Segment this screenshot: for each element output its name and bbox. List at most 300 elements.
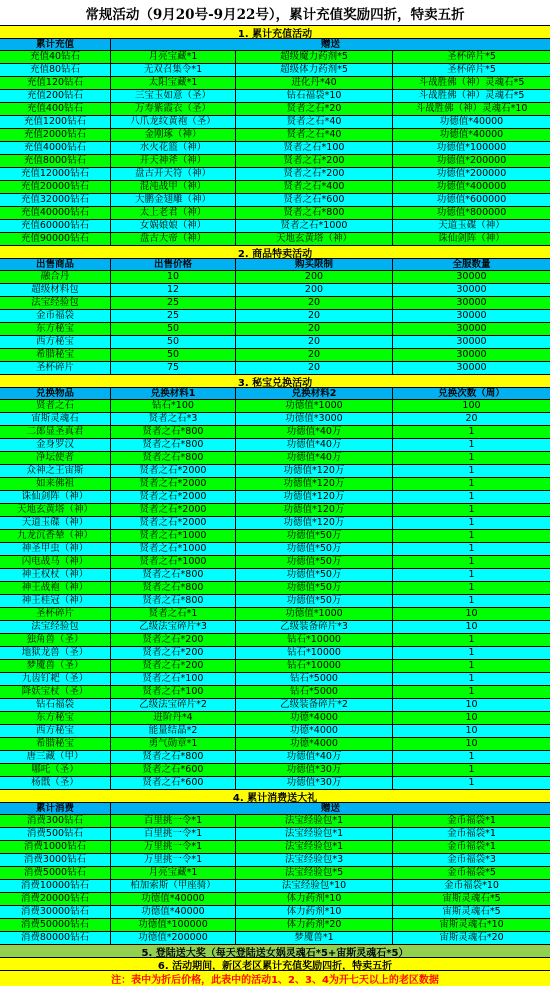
table-cell: 1 [468,478,475,489]
table-cell: 贤者之石*40 [236,129,393,141]
table-cell: 1 [468,530,475,541]
section2-header-row [0,259,550,271]
section1-header-recharge: 累计充值 [0,39,111,50]
table-cell: 斗战胜佛（神）灵魂石*10 [415,103,528,114]
table-row [0,608,550,621]
table-cell: 功德值*40万 [236,452,393,464]
section4-header-row [0,803,550,815]
table-cell: 盘古大帝（神） [111,233,236,245]
table-row [0,465,550,478]
table-cell: 1 [468,595,475,606]
table-row [0,90,550,103]
table-cell: 功德值*600000 [436,194,507,205]
section2-title: 2. 商品特卖活动 [0,246,550,259]
table-cell: 钻石福袋 [0,699,111,711]
table-cell: 西方秘宝 [0,336,111,348]
table-cell: 30000 [456,362,487,373]
table-cell: 充值400钻石 [0,103,111,115]
table-cell: 功德值*40万 [236,751,393,763]
table-cell: 万里挑一令*1 [111,841,236,853]
table-cell: 功德值*50万 [236,582,393,594]
table-cell: 金币福袋*1 [447,841,496,852]
table-row [0,556,550,569]
table-row [0,284,550,297]
table-cell: 贤者之石*3 [111,413,236,425]
table-row [0,880,550,893]
table-row [0,893,550,906]
table-cell: 1 [468,647,475,658]
table-row [0,660,550,673]
table-cell: 天道玉碟（神） [438,220,505,231]
section3-header-material1: 兑换材料1 [111,388,236,399]
table-cell: 消费500钻石 [0,828,111,840]
table-cell: 法宝经验包*1 [236,815,393,827]
section3-table-body [0,400,550,790]
table-row [0,129,550,142]
table-cell: 1 [468,543,475,554]
table-cell: 贤者之石*800 [111,439,236,451]
table-cell: 功德值*40000 [439,116,504,127]
section2-header-limit: 购买限制 [236,259,393,270]
table-cell: 金刚琢（神） [111,129,236,141]
table-cell: 功德*4000 [236,738,393,750]
table-cell: 二郎显圣真君 [0,426,111,438]
table-cell: 功德值*50万 [236,530,393,542]
table-cell: 钻石福袋*10 [236,90,393,102]
table-cell: 功德值*120万 [236,517,393,529]
table-row [0,854,550,867]
table-cell: 10 [465,725,478,736]
table-cell: 梦魇兽*1 [236,932,393,944]
section3-header-row [0,388,550,400]
table-cell: 功德值*120万 [236,491,393,503]
table-cell: 万寿紫霞衣（圣） [111,103,236,115]
table-cell: 混沌战甲（神） [111,181,236,193]
table-cell: 水火花篮（神） [111,142,236,154]
table-cell: 贤者之石*800 [236,207,393,219]
table-cell: 功德值*120万 [236,504,393,516]
table-row [0,621,550,634]
table-row [0,51,550,64]
table-row [0,764,550,777]
table-cell: 三宝玉如意（圣） [111,90,236,102]
table-cell: 柏加索斯（甲座骑） [111,880,236,892]
table-row [0,142,550,155]
table-cell: 功德值*50万 [236,543,393,555]
table-cell: 勇气勋章*1 [111,738,236,750]
table-cell: 万里挑一令*1 [111,854,236,866]
table-row [0,595,550,608]
table-cell: 神圣甲虫（神） [0,543,111,555]
section2-header-item: 出售商品 [0,259,111,270]
login-bonus-line: 5. 登陆送大奖（每天登陆送女娲灵魂石*5+宙斯灵魂石*5） [0,945,550,958]
table-cell: 诛仙剑阵（神） [438,233,505,244]
table-row [0,310,550,323]
table-cell: 1 [468,452,475,463]
table-cell: 贤者之石*1 [111,608,236,620]
table-cell: 超级体力药剂*5 [236,64,393,76]
table-cell: 金身罗汉 [0,439,111,451]
table-cell: 1 [468,439,475,450]
table-cell: 进化丹*40 [236,77,393,89]
table-cell: 贤者之石*600 [111,764,236,776]
table-cell: 乙级装备碎片*2 [236,699,393,711]
table-cell: 法宝经验包*1 [236,841,393,853]
table-cell: 功德值*40000 [111,893,236,905]
table-cell: 消费80000钻石 [0,932,111,944]
table-row [0,439,550,452]
table-cell: 唐三藏（甲） [0,751,111,763]
table-cell: 1 [468,777,475,788]
section1-header-gift: 赠送 [320,39,340,50]
table-cell: 10 [465,608,478,619]
table-cell: 功德值*40万 [236,426,393,438]
table-cell: 100 [462,400,481,411]
table-cell: 贤者之石*200 [111,647,236,659]
table-row [0,168,550,181]
table-cell: 法宝经验包*3 [236,854,393,866]
table-cell: 宙斯灵魂石 [0,413,111,425]
table-cell: 贤者之石*200 [111,660,236,672]
table-cell: 盘古开天符（神） [111,168,236,180]
table-cell: 贤者之石*800 [111,426,236,438]
section1-title: 1. 累计充值活动 [0,26,550,39]
table-cell: 贤者之石*1000 [111,530,236,542]
table-cell: 宙斯灵魂石*5 [442,893,501,904]
table-cell: 金币福袋*1 [447,815,496,826]
table-cell: 钻石*10000 [236,660,393,672]
table-cell: 无双召集令*1 [111,64,236,76]
table-cell: 八爪龙纹黄袍（圣） [111,116,236,128]
table-cell: 1 [468,504,475,515]
table-cell: 75 [111,362,236,374]
table-cell: 功德值*30万 [236,764,393,776]
table-cell: 融合丹 [0,271,111,283]
table-cell: 神王战袍（神） [0,582,111,594]
table-cell: 金币福袋*10 [444,880,499,891]
table-cell: 充值90000钻石 [0,233,111,245]
table-cell: 贤者之石*800 [111,751,236,763]
table-cell: 贤者之石*100 [111,686,236,698]
table-cell: 功德*4000 [236,725,393,737]
section4-header-spend: 累计消费 [0,803,111,814]
table-cell: 希腊秘宝 [0,349,111,361]
table-cell: 百里挑一令*1 [111,815,236,827]
table-cell: 圣杯碎片 [0,362,111,374]
table-cell: 贤者之石*2000 [111,491,236,503]
table-row [0,504,550,517]
table-cell: 梦魇兽（圣） [0,660,111,672]
table-cell: 贤者之石*2000 [111,517,236,529]
table-row [0,220,550,233]
table-cell: 贤者之石*600 [236,194,393,206]
table-row [0,323,550,336]
table-row [0,297,550,310]
table-cell: 金币福袋 [0,310,111,322]
table-cell: 钻石*5000 [236,673,393,685]
table-cell: 宙斯灵魂石*20 [439,932,504,943]
table-cell: 20 [236,349,393,361]
table-cell: 金币福袋*3 [447,854,496,865]
table-cell: 金币福袋*5 [447,867,496,878]
table-cell: 10 [465,712,478,723]
table-cell: 充值80钻石 [0,64,111,76]
table-cell: 功德值*50万 [236,556,393,568]
table-cell: 50 [111,349,236,361]
table-cell: 充值1200钻石 [0,116,111,128]
table-cell: 贤者之石*1000 [111,543,236,555]
table-row [0,530,550,543]
table-row [0,116,550,129]
table-cell: 诛仙剑阵（神） [0,491,111,503]
table-cell: 超级魔力药剂*5 [236,51,393,63]
table-cell: 1 [468,582,475,593]
table-cell: 能量结晶*2 [111,725,236,737]
table-cell: 天地玄黄塔（神） [236,233,393,245]
section3-header-item: 兑换物品 [0,388,111,399]
section4-title: 4. 累计消费送大礼 [0,790,550,803]
table-cell: 功德值*120万 [236,465,393,477]
table-row [0,569,550,582]
table-cell: 消费10000钻石 [0,880,111,892]
table-cell: 贤者之石*600 [111,777,236,789]
table-cell: 哪吒（圣） [0,764,111,776]
table-cell: 10 [111,271,236,283]
table-cell: 30000 [456,310,487,321]
table-cell: 消费3000钻石 [0,854,111,866]
table-cell: 圣杯碎片 [0,608,111,620]
table-row [0,517,550,530]
table-cell: 功德值*30万 [236,777,393,789]
table-cell: 30000 [456,323,487,334]
section3-header-material2: 兑换材料2 [236,388,393,399]
section1-header-row [0,39,550,51]
table-cell: 闪电战马（神） [0,556,111,568]
table-cell: 月亮宝藏*1 [111,51,236,63]
table-cell: 贤者之石 [0,400,111,412]
table-cell: 功德值*200000 [111,932,236,944]
table-cell: 百里挑一令*1 [111,828,236,840]
table-cell: 女娲娘娘（神） [111,220,236,232]
table-cell: 金币福袋*1 [447,828,496,839]
table-cell: 月亮宝藏*1 [111,867,236,879]
section3-title: 3. 秘宝兑换活动 [0,375,550,388]
table-cell: 1 [468,751,475,762]
table-row [0,452,550,465]
table-cell: 贤者之石*2000 [111,465,236,477]
table-cell: 太上老君（神） [111,207,236,219]
table-cell: 1 [468,426,475,437]
table-cell: 25 [111,310,236,322]
table-cell: 天道玉碟（神） [0,517,111,529]
table-cell: 神王权杖（神） [0,569,111,581]
table-cell: 法宝经验包 [0,297,111,309]
table-row [0,725,550,738]
table-cell: 九齿钉耙（圣） [0,673,111,685]
table-cell: 功德值*200000 [436,168,507,179]
table-cell: 50 [111,323,236,335]
table-cell: 贤者之石*40 [236,116,393,128]
table-row [0,751,550,764]
table-cell: 消费1000钻石 [0,841,111,853]
table-cell: 乙级法宝碎片*3 [111,621,236,633]
table-cell: 功德值*40万 [236,439,393,451]
table-cell: 功德值*1000 [236,400,393,412]
table-cell: 1 [468,517,475,528]
table-cell: 贤者之石*200 [111,634,236,646]
table-cell: 功德值*100000 [436,142,507,153]
discount-line: 6. 活动期间，新区老区累计充值奖励四折，特卖五折 [0,958,550,971]
table-cell: 充值32000钻石 [0,194,111,206]
table-cell: 1 [468,686,475,697]
table-cell: 众神之王宙斯 [0,465,111,477]
table-row [0,181,550,194]
table-row [0,155,550,168]
table-cell: 天地玄黄塔（神） [0,504,111,516]
section4-header-gift: 赠送 [320,803,340,814]
table-cell: 消费50000钻石 [0,919,111,931]
table-cell: 20 [465,413,478,424]
table-row [0,77,550,90]
table-cell: 消费300钻石 [0,815,111,827]
table-cell: 贤者之石*20 [236,103,393,115]
table-cell: 斗战胜佛（神）灵魂石*5 [418,90,525,101]
table-cell: 功德值*200000 [436,155,507,166]
table-row [0,634,550,647]
table-cell: 法宝经验包*1 [236,828,393,840]
table-row [0,699,550,712]
table-row [0,828,550,841]
table-cell: 充值2000钻石 [0,129,111,141]
table-cell: 12 [111,284,236,296]
section1-table-body [0,51,550,246]
table-cell: 乙级装备碎片*3 [236,621,393,633]
table-cell: 25 [111,297,236,309]
table-cell: 贤者之石*400 [236,181,393,193]
footnote: 注：表中为折后价格，此表中的活动1、2、3、4为开七天以上的老区数据 [0,971,550,986]
sheet-title: 常规活动（9月20号-9月22号），累计充值奖励四折，特卖五折 [0,0,550,26]
table-cell: 10 [465,621,478,632]
table-cell: 贤者之石*800 [111,595,236,607]
table-cell: 充值8000钻石 [0,155,111,167]
table-cell: 1 [468,764,475,775]
section2-table-body [0,271,550,375]
table-cell: 西方秘宝 [0,725,111,737]
table-cell: 体力药剂*20 [236,919,393,931]
table-cell: 贤者之石*2000 [111,478,236,490]
table-cell: 1 [468,673,475,684]
table-cell: 希腊秘宝 [0,738,111,750]
table-cell: 超级材料包 [0,284,111,296]
table-cell: 进阶丹*4 [111,712,236,724]
table-row [0,906,550,919]
table-cell: 50 [111,336,236,348]
table-row [0,543,550,556]
table-cell: 宙斯灵魂石*10 [439,919,504,930]
table-cell: 充值200钻石 [0,90,111,102]
section2-header-price: 出售价格 [111,259,236,270]
table-cell: 体力药剂*10 [236,906,393,918]
table-cell: 20 [236,297,393,309]
table-cell: 贤者之石*800 [111,569,236,581]
table-cell: 功德值*800000 [436,207,507,218]
table-cell: 乙级法宝碎片*2 [111,699,236,711]
table-row [0,647,550,660]
table-row [0,686,550,699]
table-cell: 钻石*10000 [236,647,393,659]
table-row [0,491,550,504]
table-cell: 1 [468,660,475,671]
table-row [0,413,550,426]
table-row [0,738,550,751]
table-cell: 功德值*100000 [111,919,236,931]
table-cell: 东方秘宝 [0,323,111,335]
table-cell: 钻石*10000 [236,634,393,646]
table-cell: 贤者之石*1000 [236,220,393,232]
section2-header-quantity: 全服数量 [452,259,491,270]
table-cell: 净坛使者 [0,452,111,464]
table-cell: 如来佛祖 [0,478,111,490]
table-cell: 独角兽（圣） [0,634,111,646]
table-cell: 东方秘宝 [0,712,111,724]
table-row [0,815,550,828]
table-cell: 功德值*50万 [236,569,393,581]
table-row [0,712,550,725]
table-cell: 30000 [456,271,487,282]
table-cell: 贤者之石*100 [236,142,393,154]
table-cell: 充值120钻石 [0,77,111,89]
table-cell: 20 [236,336,393,348]
table-cell: 钻石*5000 [236,686,393,698]
table-row [0,207,550,220]
table-row [0,336,550,349]
table-row [0,271,550,284]
table-cell: 1 [468,556,475,567]
table-cell: 宙斯灵魂石*5 [442,906,501,917]
table-cell: 钻石*100 [111,400,236,412]
table-cell: 大鹏金翅雕（神） [111,194,236,206]
table-cell: 法宝经验包 [0,621,111,633]
table-cell: 圣杯碎片*5 [447,51,496,62]
table-cell: 功德值*1000 [236,608,393,620]
table-cell: 贤者之石*1000 [111,556,236,568]
table-cell: 1 [468,491,475,502]
table-row [0,841,550,854]
table-row [0,426,550,439]
table-cell: 30000 [456,297,487,308]
table-cell: 20 [236,323,393,335]
table-cell: 200 [236,284,393,296]
table-cell: 30000 [456,349,487,360]
table-cell: 消费5000钻石 [0,867,111,879]
table-row [0,478,550,491]
table-cell: 功德值*50万 [236,595,393,607]
table-cell: 30000 [456,284,487,295]
table-row [0,867,550,880]
table-cell: 10 [465,699,478,710]
table-row [0,103,550,116]
table-cell: 30000 [456,336,487,347]
table-cell: 法宝经验包*10 [236,880,393,892]
table-cell: 圣杯碎片*5 [447,64,496,75]
table-cell: 体力药剂*10 [236,893,393,905]
table-cell: 降妖宝杖（圣） [0,686,111,698]
table-cell: 开天神斧（神） [111,155,236,167]
table-cell: 充值20000钻石 [0,181,111,193]
table-cell: 九龙沉香辇（神） [0,530,111,542]
table-cell: 20 [236,310,393,322]
table-row [0,400,550,413]
